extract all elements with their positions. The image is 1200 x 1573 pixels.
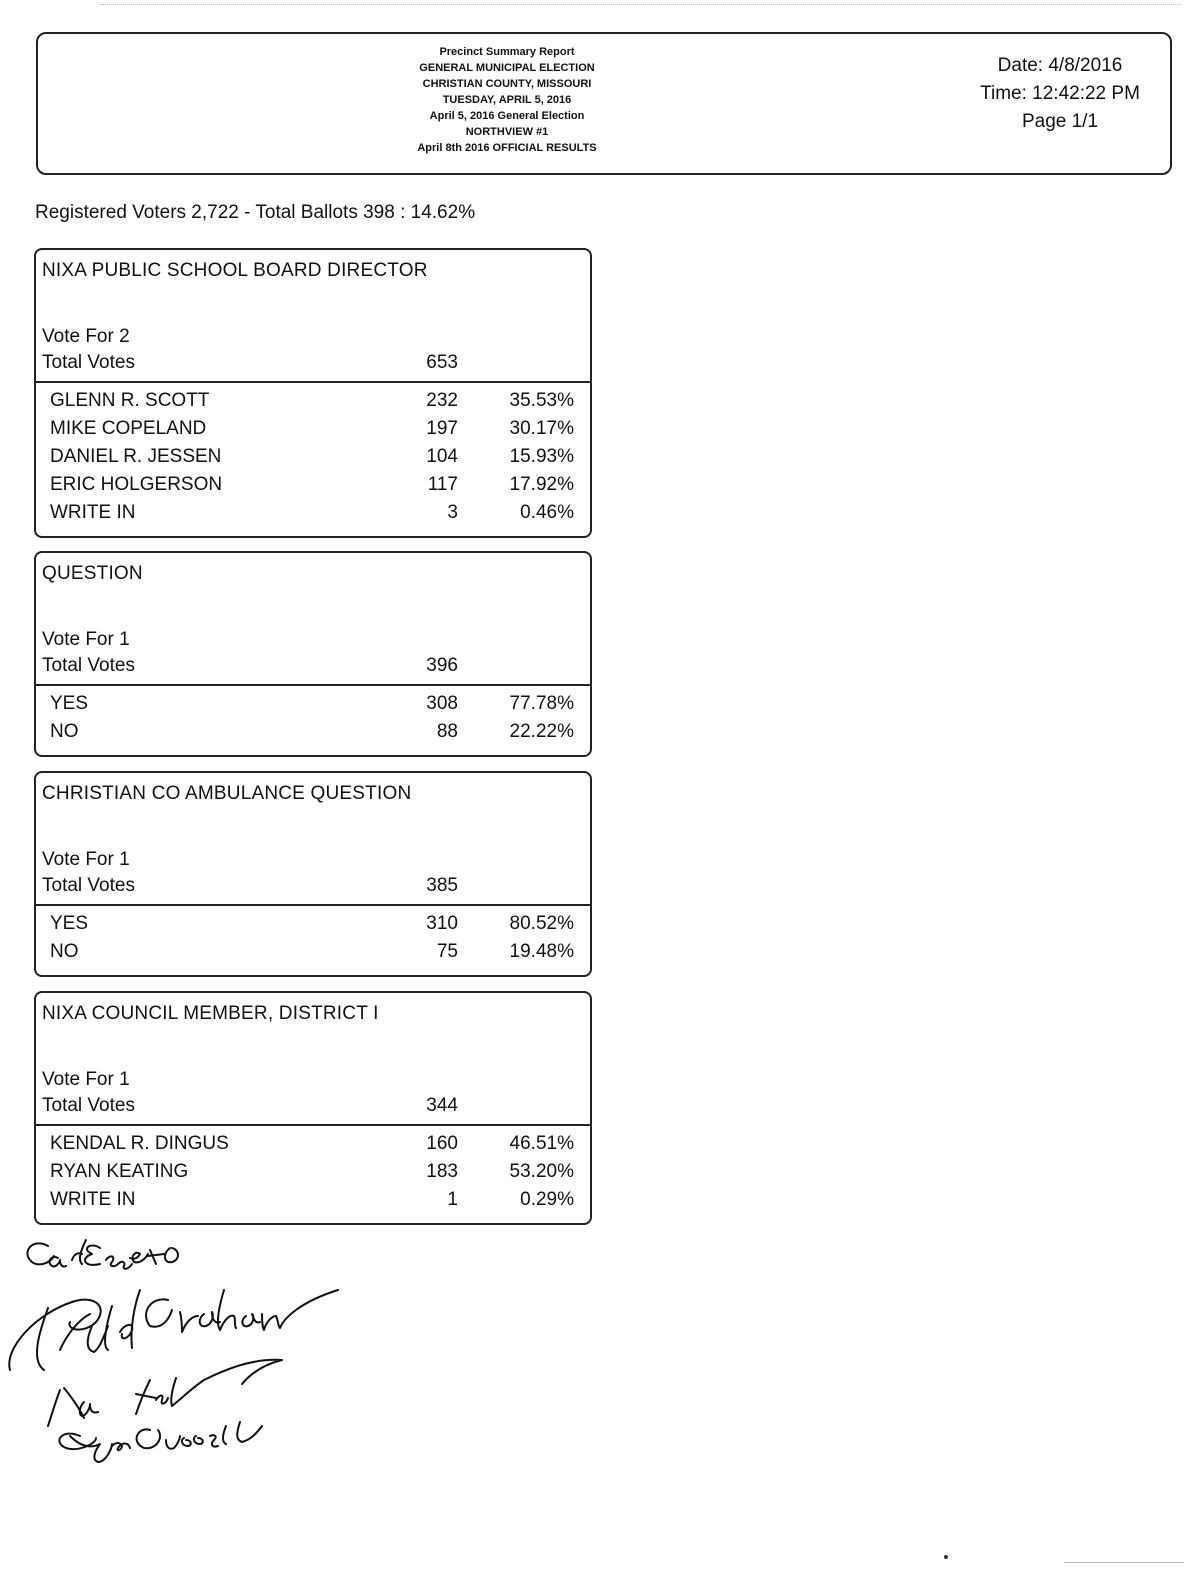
candidate-percent: 0.46% xyxy=(520,502,574,523)
choice-row xyxy=(36,390,590,418)
choice-row xyxy=(36,1133,590,1161)
results-status: April 8th 2016 OFFICIAL RESULTS xyxy=(417,142,597,154)
report-header xyxy=(36,32,1172,175)
choice-list xyxy=(36,1133,590,1217)
vote-for: Vote For 1 xyxy=(42,629,130,650)
total-votes-value: 385 xyxy=(426,875,458,896)
signature-initials xyxy=(48,1360,282,1426)
divider xyxy=(36,1124,590,1126)
divider xyxy=(36,904,590,906)
choice-row xyxy=(36,693,590,721)
choice-row xyxy=(36,418,590,446)
choice-row xyxy=(36,446,590,474)
total-votes-label: Total Votes xyxy=(42,1095,135,1116)
scan-edge-line xyxy=(1064,1562,1184,1563)
signature-carl-essert xyxy=(27,1240,178,1269)
report-date: Date: 4/8/2016 xyxy=(997,55,1123,76)
candidate-votes: 232 xyxy=(426,390,458,411)
choice-percent: 80.52% xyxy=(509,913,574,934)
choice-percent: 22.22% xyxy=(509,721,574,742)
vote-for: Vote For 2 xyxy=(42,326,130,347)
choice-row xyxy=(36,474,590,502)
choice-row xyxy=(36,1161,590,1189)
contest-council-district-1 xyxy=(34,991,592,1225)
report-meta xyxy=(960,52,1160,136)
candidate-votes: 104 xyxy=(426,446,458,467)
choice-name: YES xyxy=(50,913,89,934)
turnout-summary: Registered Voters 2,722 - Total Ballots 398 : 14.62% xyxy=(35,202,476,223)
choice-row xyxy=(36,913,590,941)
choice-list xyxy=(36,390,590,530)
candidate-name: KENDAL R. DINGUS xyxy=(50,1133,229,1154)
candidate-percent: 17.92% xyxy=(509,474,574,495)
total-votes-value: 396 xyxy=(426,655,458,676)
choice-list xyxy=(36,693,590,749)
signature-tom-russell xyxy=(59,1422,262,1462)
candidate-percent: 30.17% xyxy=(509,418,574,439)
candidate-name: DANIEL R. JESSEN xyxy=(50,446,222,467)
choice-row xyxy=(36,1189,590,1217)
contest-title: QUESTION xyxy=(42,563,143,584)
candidate-name: MIKE COPELAND xyxy=(50,418,207,439)
scan-edge-line xyxy=(100,4,1180,5)
contest-ambulance-question xyxy=(34,771,592,977)
candidate-name: RYAN KEATING xyxy=(50,1161,189,1182)
contest-school-board xyxy=(34,248,592,538)
choice-name: NO xyxy=(50,721,79,742)
contest-title: NIXA PUBLIC SCHOOL BOARD DIRECTOR xyxy=(42,260,428,281)
choice-votes: 75 xyxy=(436,941,458,962)
report-title: Precinct Summary Report xyxy=(439,46,575,58)
divider xyxy=(36,381,590,383)
report-title-block xyxy=(338,44,676,156)
choice-percent: 19.48% xyxy=(509,941,574,962)
candidate-name: WRITE IN xyxy=(50,1189,136,1210)
divider xyxy=(36,684,590,686)
page-number: Page 1/1 xyxy=(1021,111,1099,132)
candidate-name: ERIC HOLGERSON xyxy=(50,474,223,495)
candidate-votes: 160 xyxy=(426,1133,458,1154)
total-votes-value: 344 xyxy=(426,1095,458,1116)
vote-for: Vote For 1 xyxy=(42,849,130,870)
candidate-votes: 197 xyxy=(426,418,458,439)
choice-votes: 308 xyxy=(426,693,458,714)
candidate-votes: 1 xyxy=(447,1189,458,1210)
total-votes-value: 653 xyxy=(426,352,458,373)
choice-row xyxy=(36,941,590,969)
election-label: April 5, 2016 General Election xyxy=(429,110,585,122)
contest-title: CHRISTIAN CO AMBULANCE QUESTION xyxy=(42,783,412,804)
candidate-name: WRITE IN xyxy=(50,502,136,523)
candidate-votes: 117 xyxy=(427,474,458,495)
candidate-percent: 0.29% xyxy=(520,1189,574,1210)
candidate-percent: 35.53% xyxy=(509,390,574,411)
choice-votes: 310 xyxy=(426,913,458,934)
election-name: GENERAL MUNICIPAL ELECTION xyxy=(419,62,595,74)
total-votes-label: Total Votes xyxy=(42,655,135,676)
signatures xyxy=(0,1230,360,1470)
choice-percent: 77.78% xyxy=(509,693,574,714)
candidate-percent: 53.20% xyxy=(509,1161,574,1182)
candidate-votes: 3 xyxy=(447,502,458,523)
report-time: Time: 12:42:22 PM xyxy=(980,83,1140,104)
choice-row xyxy=(36,502,590,530)
choice-name: NO xyxy=(50,941,79,962)
scan-speck xyxy=(944,1555,948,1559)
contest-title: NIXA COUNCIL MEMBER, DISTRICT I xyxy=(42,1003,379,1024)
candidate-votes: 183 xyxy=(426,1161,458,1182)
contest-question xyxy=(34,551,592,757)
precinct-name: NORTHVIEW #1 xyxy=(465,126,549,138)
choice-name: YES xyxy=(50,693,89,714)
signature-ralph-graham xyxy=(9,1290,338,1370)
candidate-percent: 15.93% xyxy=(509,446,574,467)
total-votes-label: Total Votes xyxy=(42,875,135,896)
total-votes-label: Total Votes xyxy=(42,352,135,373)
choice-row xyxy=(36,721,590,749)
choice-list xyxy=(36,913,590,969)
election-date: TUESDAY, APRIL 5, 2016 xyxy=(442,94,572,106)
candidate-percent: 46.51% xyxy=(509,1133,574,1154)
candidate-name: GLENN R. SCOTT xyxy=(50,390,210,411)
vote-for: Vote For 1 xyxy=(42,1069,130,1090)
choice-votes: 88 xyxy=(436,721,458,742)
county-name: CHRISTIAN COUNTY, MISSOURI xyxy=(422,78,592,90)
